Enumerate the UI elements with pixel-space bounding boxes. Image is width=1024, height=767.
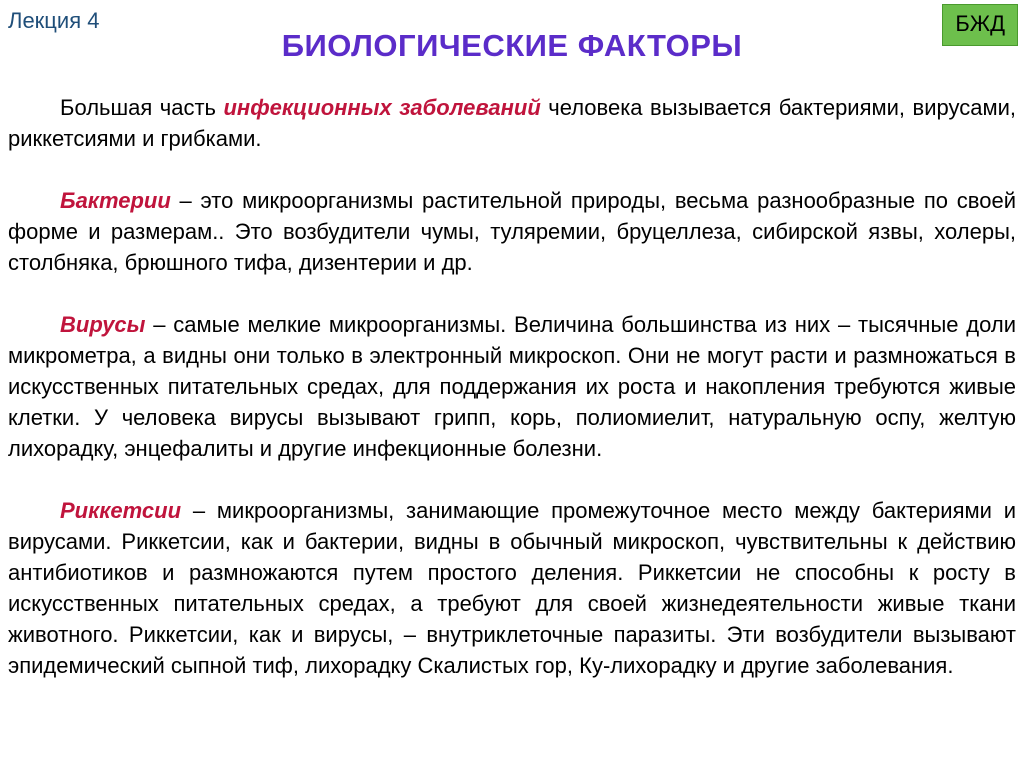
paragraph-lead: Большая часть — [60, 95, 224, 120]
term-bacteria: Бактерии — [60, 188, 171, 213]
paragraph-viruses — [8, 309, 1016, 464]
paragraph-text: – самые мелкие микроорганизмы. Величина большинства из них – тысячные доли микрометра, а видны они только в электронный микроскоп. Они не могут расти и размножаться в искусственных питательных средах, для поддержания их роста и накопления требуются живые клетки. У человека вирусы вызывают грипп, корь, полиомиелит, натуральную оспу, желтую лихорадку, энцефалиты и другие инфекционные болезни. — [8, 312, 1016, 461]
slide-content — [8, 92, 1016, 712]
lecture-number: Лекция 4 — [8, 8, 100, 33]
paragraph-text: человека вызывается бактериями, вирусами, риккетсиями и грибками. — [8, 95, 1016, 151]
term-viruses: Вирусы — [60, 312, 146, 337]
paragraph-text: – это микроорганизмы растительной природы, весьма разнообразные по своей форме и размерам.. Это возбудители чумы, туляремии, бруцеллеза, сибирской язвы, холеры, столбняка, брюшного тифа, дизентерии и др. — [8, 188, 1016, 275]
paragraph-text: – микроорганизмы, занимающие промежуточное место между бактериями и вирусами. Риккетсии, как и бактерии, видны в обычный микроскоп, чувствительны к действию антибиотиков и размножаются путем простого деления. Риккетсии не способны к росту в искусственных питательных средах, а требуют для своей жизнедеятельности живые ткани животного. Риккетсии, как и вирусы, – внутриклеточные паразиты. Эти возбудители вызывают эпидемический сыпной тиф, лихорадку Скалистых гор, Ку-лихорадку и другие заболевания. — [8, 498, 1016, 678]
term-rickettsiae: Риккетсии — [60, 498, 182, 523]
subject-badge: БЖД — [942, 4, 1018, 46]
paragraph-rickettsiae — [8, 495, 1016, 681]
paragraph-bacteria — [8, 185, 1016, 278]
paragraph-infections — [8, 92, 1016, 154]
slide-title: БИОЛОГИЧЕСКИЕ ФАКТОРЫ — [281, 28, 743, 63]
term-infectious-diseases: инфекционных заболеваний — [223, 95, 541, 120]
